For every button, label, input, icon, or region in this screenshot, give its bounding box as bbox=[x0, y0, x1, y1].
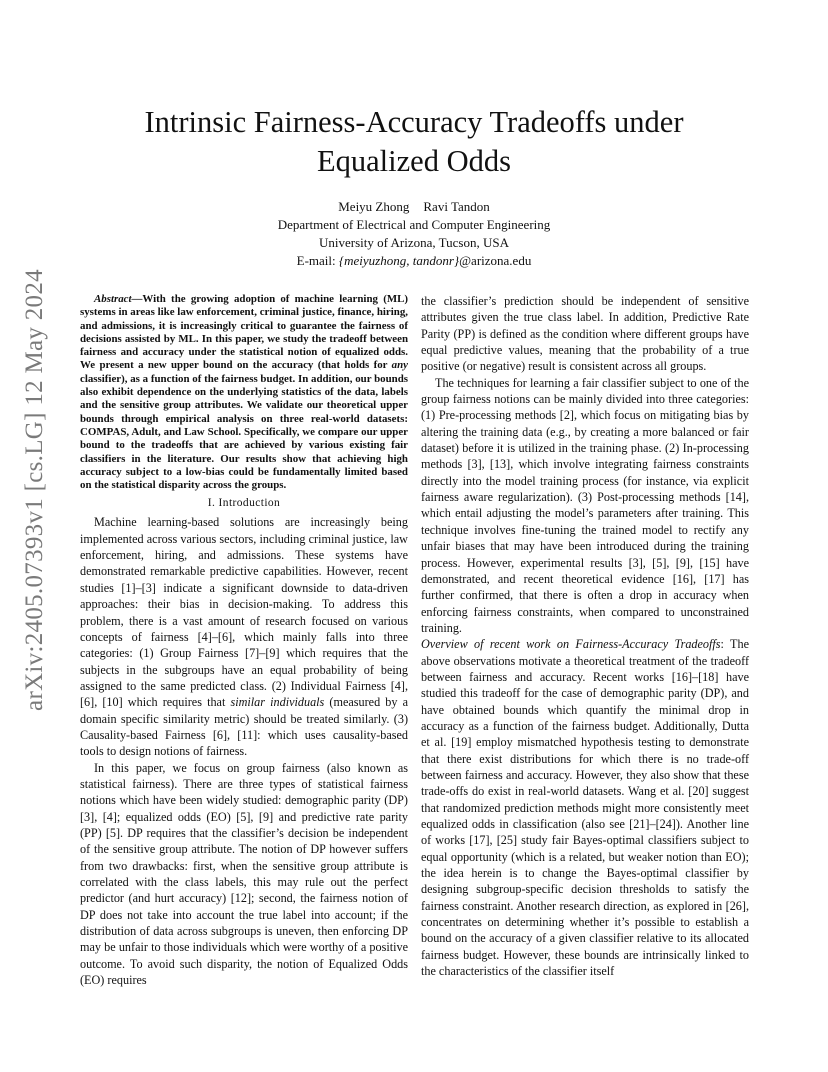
intro-paragraph-4: The techniques for learning a fair classifier subject to one of the group fairness notions can be mainly divided into three categories: (1) Pre-processing methods [2], which focus on mitigating bias by altering the training data (e.g., by creating a more balanced or fair dataset) before it is utilized in the training phase. (2) In-processing methods [3], [13], which involve integrating fairness constraints directly into the model training process (for instance, via explicit fairness aware regularization). (3) Post-processing methods [14], which entail adjusting the model’s parameters after training. This technique involves fine-tuning the trained model to rectify any unfair biases that may have been introduced during the training process. However, experimental results [3], [5], [9], [15] have demonstrated, and recent theoretical evidence [16], [17] has further confirmed, that there is often a drop in accuracy when enforcing fairness constraints, when compared to unconstrained training. bbox=[421, 375, 749, 635]
paper-title-line-1: Intrinsic Fairness-Accuracy Tradeoffs under bbox=[144, 105, 684, 139]
paper-title bbox=[80, 103, 748, 181]
intro-paragraph-2: In this paper, we focus on group fairness (also known as statistical fairness). There are three types of statistical fairness notions which have been widely studied: demographic parity (DP) [3], [4]; equalized odds (EO) [5], [9] and predictive rate parity (PP) [5]. DP requires that the classifier’s decision be independent of the sensitive group attribute. The notion of DP however suffers from two drawbacks: first, when the sensitive group attribute is correlated with the class labels, this may rule out the perfect predictor (and hurt accuracy) [12]; second, the fairness notion of DP does not take into account the true label into account; if the distribution of data across subgroups is uneven, then enforcing DP may be unfair to those individuals which were worthy of a positive outcome. To avoid such disparity, the notion of Equalized Odds (EO) requires bbox=[80, 760, 408, 988]
email-users: {meiyuzhong, tandonr} bbox=[338, 253, 460, 268]
intro-paragraph-1 bbox=[80, 514, 408, 759]
intro-p1-text-a: Machine learning-based solutions are increasingly being implemented across various sectors, including criminal justice, law enforcement, hiring, and admissions. These systems have demonstrated remarkable predictive capabilities. However, recent studies [1]–[3] indicate a significant downside to data-driven approaches: their bias in decision-making. To address this problem, there is a vast amount of research focused on various concepts of fairness [4]–[6], which mainly falls into three categories: (1) Group Fairness [7]–[9] which requires that the subjects in the subgroups have an equal probability of being assigned to the same predicted class. (2) Individual Fairness [4], [6], [10] which requires that bbox=[80, 515, 408, 710]
author-1: Meiyu Zhong bbox=[338, 199, 410, 214]
section-heading-introduction: I. Introduction bbox=[207, 497, 281, 510]
intro-p1-emphasis: similar individuals bbox=[230, 695, 325, 710]
overview-paragraph bbox=[421, 636, 749, 979]
paper-title-line-2: Equalized Odds bbox=[317, 144, 511, 178]
left-column bbox=[80, 293, 408, 988]
overview-text: : The above observations motivate a theoretical treatment of the tradeoff between fairness and accuracy. Recent works [16]–[18] have studied this tradeoff for the case of demographic parity (DP), and have obtained bounds which quantify the minimal drop in accuracy as a function of the fairness budget. Additionally, Dutta et al. [19] employ mismatched hypothesis testing to demonstrate that there exist distributions for which there is no trade-off between fairness and accuracy. However, they also show that these trade-offs do exist in real-world datasets. Wang et al. [20] suggest that randomized prediction methods might more consistently meet equalized odds in classification (also see [21]–[24]). Another line of works [17], [25] study fair Bayes-optimal classifiers subject to equal opportunity (which is a related, but weaker notion than EO); the idea herein is to change the Bayes-optimal classifier by designing subgroup-specific decision thresholds to satisfy the fairness constraint. Another research direction, as explored in [26], concentrates on determining whether it’s possible to establish a bound on the accuracy of a given classifier relative to its allocated fairness budget. However, these bounds are intrinsically linked to the characteristics of the classifier itself bbox=[421, 637, 749, 979]
author-block bbox=[80, 198, 748, 270]
author-names bbox=[80, 198, 748, 216]
abstract-text-b: classifier), as a function of the fairness budget. In addition, our bounds also exhibit dependence on the underlying statistics of the data, labels and the sensitive group attributes. We validate our theoretical upper bounds through empirical analysis on three real-world datasets: COMPAS, Adult, and Law School. Specifically, we compare our upper bound to the tradeoffs that are achieved by various existing fair classifiers in the literature. Our results show that achieving high accuracy subject to a low-bias could be fundamentally limited based on the statistical disparity across the groups. bbox=[80, 372, 408, 492]
abstract-label: Abstract bbox=[94, 293, 132, 305]
overview-heading: Overview of recent work on Fairness-Accuracy Tradeoffs bbox=[421, 637, 721, 652]
arxiv-stamp-text: arXiv:2405.07393v1 [cs.LG] 12 May 2024 bbox=[21, 269, 48, 711]
abstract-text-a: —With the growing adoption of machine learning (ML) systems in areas like law enforcement, criminal justice, finance, hiring, and admissions, it is increasingly critical to guarantee the fairness of decisions assisted by ML. In this paper, we study the tradeoff between fairness and accuracy under the statistical notion of equalized odds. We present a new upper bound on the accuracy (that holds for bbox=[80, 293, 408, 372]
right-column bbox=[421, 293, 749, 979]
email-line bbox=[80, 252, 748, 270]
intro-p1-text-b: (measured by a domain specific similarity metric) should be treated similarly. (3) Causality-based Fairness [6], [11]: which uses causality-based tools to design notions of fairness. bbox=[80, 695, 408, 759]
email-prefix: E-mail: bbox=[296, 253, 339, 268]
arxiv-stamp bbox=[20, 269, 50, 711]
abstract-emphasis: any bbox=[391, 359, 408, 372]
university: University of Arizona, Tucson, USA bbox=[319, 235, 509, 250]
email-domain: @arizona.edu bbox=[459, 253, 532, 268]
department: Department of Electrical and Computer Engineering bbox=[277, 217, 551, 232]
author-2: Ravi Tandon bbox=[423, 199, 490, 214]
abstract bbox=[80, 293, 408, 492]
intro-paragraph-3: the classifier’s prediction should be independent of sensitive attributes given the true class label. In addition, Predictive Rate Parity (PP) is defined as the condition where different groups have equal predictive values, meaning that the probability of a true positive (or negative) result is consistent across all groups. bbox=[421, 294, 749, 374]
